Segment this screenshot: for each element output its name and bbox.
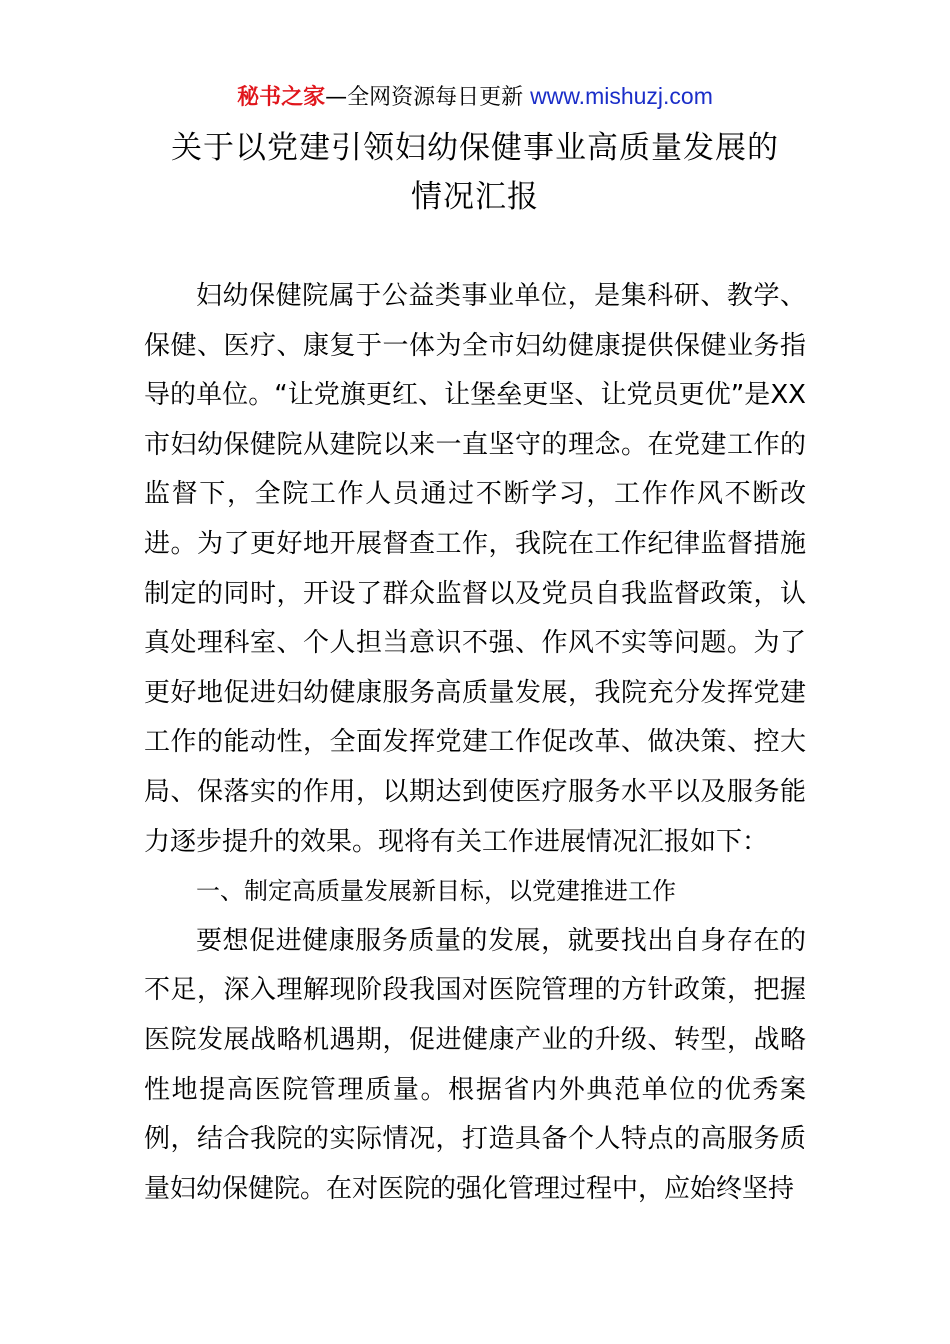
site-slogan: —全网资源每日更新 [325,85,531,110]
site-url-link[interactable]: www.mishuzj.com [530,83,713,109]
section-heading-1: 一、制定高质量发展新目标，以党建推进工作 [196,877,676,906]
section-1-paragraph: 要想促进健康服务质量的发展，就要找出自身存在的不足，深入理解现阶段我国对医院管理的方针政策，把握医院发展战略机遇期，促进健康产业的升级、转型，战略性地提高医院管理质量。根据省内外典范单位的优秀案例，结合我院的实际情况，打造具备个人特点的高服务质量妇幼保健院。在对医院的强化管理过程中，应始终坚持 [144,925,806,1204]
site-banner [0,80,950,114]
document-title-line-2: 情况汇报 [411,179,539,215]
document-body [144,272,806,1214]
document-title [0,124,950,222]
intro-paragraph: 妇幼保健院属于公益类事业单位，是集科研、教学、保健、医疗、康复于一体为全市妇幼健康提供保健业务指导的单位。“让党旗更红、让堡垒更坚、让党员更优”是XX市妇幼保健院从建院以来一直坚守的理念。在党建工作的监督下，全院工作人员通过不断学习，工作作风不断改进。为了更好地开展督查工作，我院在工作纪律监督措施制定的同时，开设了群众监督以及党员自我监督政策，认真处理科室、个人担当意识不强、作风不实等问题。为了更好地促进妇幼健康服务高质量发展，我院充分发挥党建工作的能动性，全面发挥党建工作促改革、做决策、控大局、保落实的作用，以期达到使医疗服务水平以及服务能力逐步提升的效果。现将有关工作进展情况汇报如下： [144,281,806,857]
document-title-line-1: 关于以党建引领妇幼保健事业高质量发展的 [171,130,779,166]
site-brand: 秘书之家 [237,85,326,110]
